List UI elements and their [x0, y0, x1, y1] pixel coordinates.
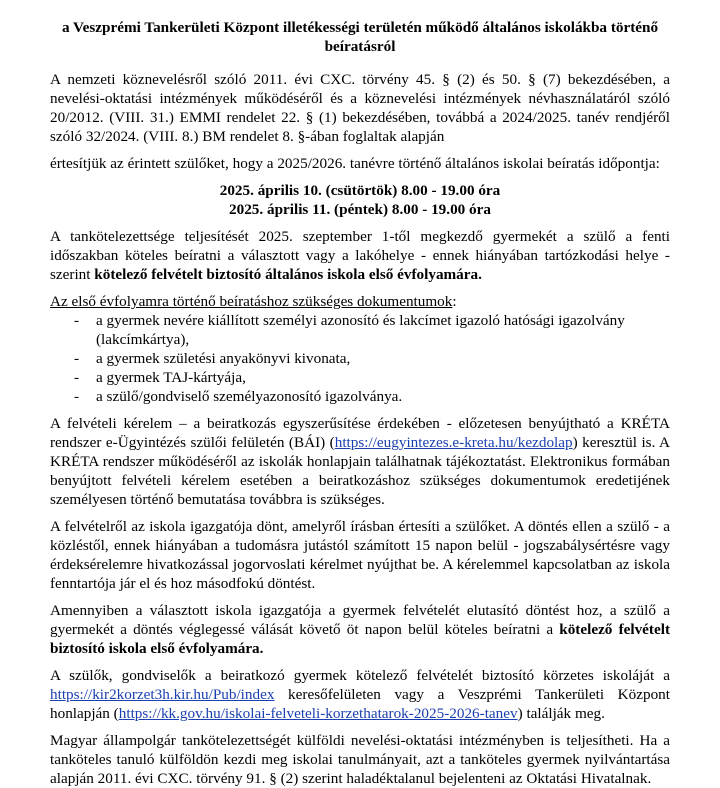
documents-heading-colon: :	[452, 293, 457, 310]
rejection-text: Amennyiben a választott iskola igazgatója a gyermek felvételét elutasító döntést hoz, a szülő a gyermekét a döntés véglegessé válását követő öt napon belül köteles beíratni a	[50, 602, 670, 638]
list-item	[50, 311, 670, 349]
district-text-end: ) találják meg.	[517, 705, 605, 722]
district-text: A szülők, gondviselők a beiratkozó gyermek kötelező felvételét biztosító körzetes iskoláját a	[50, 667, 670, 684]
rejection-bold-text: kötelező felvételt biztosító iskola első évfolyamára.	[50, 621, 670, 657]
list-item	[50, 349, 670, 368]
list-dash: -	[74, 350, 80, 367]
obligation-paragraph	[50, 227, 670, 284]
kreta-text-end: ) keresztül is. A KRÉTA rendszer működéséről az iskolák honlapjain találhatnak tájékoztatást. Elektronikus formában benyújtott felvételi kérelem esetében a beiratkozáshoz szükséges dokumentumok eredetijének személyesen történő bemutatása továbbra is szükséges.	[50, 434, 670, 508]
list-item-text: a gyermek nevére kiállított személyi azonosító és lakcímet igazoló hatósági igazolvány (lakcímkártya),	[96, 312, 625, 348]
documents-heading	[50, 292, 670, 311]
list-item-text: a gyermek TAJ-kártyája,	[96, 369, 246, 386]
rejection-paragraph	[50, 601, 670, 658]
district-text-mid: keresőfelületen vagy a Veszprémi Tankerületi Központ honlapján (	[50, 686, 670, 722]
enrollment-date-1: 2025. április 10. (csütörtök) 8.00 - 19.00 óra	[219, 182, 501, 199]
list-item-text: a szülő/gondviselő személyazonosító igazolványa.	[96, 388, 403, 405]
kreta-paragraph	[50, 414, 670, 509]
kreta-text: A felvételi kérelem – a beiratkozás egyszerűsítése érdekében - előzetesen benyújtható a KRÉTA rendszer e-Ügyintézés szülői felületén (BÁI) (	[50, 415, 670, 451]
abroad-paragraph: Magyar állampolgár tankötelezettségét külföldi nevelési-oktatási intézményben is teljesítheti. Ha a tanköteles tanuló külföldön kezdi meg iskolai tanulmányait, azt a tanköteles gyermek nyilvántartása alapján 2011. évi CXC. törvény 91. § (2) szerint haladéktalanul bejelenteni az Oktatási Hivatalnak.	[50, 732, 670, 787]
notice-paragraph: értesítjük az érintett szülőket, hogy a 2025/2026. tanévre történő általános iskolai beíratás időpontja:	[50, 155, 660, 172]
list-item-text: a gyermek születési anyakönyvi kivonata,	[96, 350, 351, 367]
list-item	[50, 368, 670, 387]
kreta-link[interactable]: https://eugyintezes.e-kreta.hu/kezdolap	[334, 434, 573, 451]
enrollment-date-2: 2025. április 11. (péntek) 8.00 - 19.00 óra	[229, 201, 491, 218]
kk-district-link[interactable]: https://kk.gov.hu/iskolai-felveteli-korzethatarok-2025-2026-tanev	[118, 705, 518, 722]
decision-paragraph: A felvételről az iskola igazgatója dönt, amelyről írásban értesíti a szülőket. A döntés ellen a szülő - a közléstől, ennek hiányában a tudomásra jutástól számított 15 napon belül - jogszabálysértésre vagy érdeksérelemre hivatkozással jogorvoslati kérelmet nyújthat be. A kérelemmel kapcsolatban az iskola fenntartója jár el és hoz másodfokú döntést.	[50, 518, 670, 592]
document-title: a Veszprémi Tankerületi Központ illetékességi területén működő általános iskolákba történő beíratásról	[61, 19, 659, 55]
document-body	[50, 0, 670, 788]
documents-list	[50, 311, 670, 406]
list-dash: -	[74, 312, 80, 329]
obligation-text: A tankötelezettsége teljesítését 2025. szeptember 1-től megkezdő gyermekét a szülő a fenti időszakban köteles beíratni a választott vagy a lakóhelye - ennek hiányában tartózkodási helye - szerint	[50, 228, 670, 283]
legal-basis-paragraph: A nemzeti köznevelésről szóló 2011. évi CXC. törvény 45. § (2) és 50. § (7) bekezdésében, a nevelési-oktatási intézmények működéséről és a köznevelési intézmények névhasználatáról szóló 20/2012. (VIII. 31.) EMMI rendelet 22. § (1) bekezdésében, továbbá a 2024/2025. tanév rendjéről szóló 32/2024. (VIII. 8.) BM rendelet 8. §-ában foglaltak alapján	[50, 71, 670, 145]
list-dash: -	[74, 388, 80, 405]
list-dash: -	[74, 369, 80, 386]
obligation-bold-text: kötelező felvételt biztosító általános iskola első évfolyamára.	[94, 266, 482, 283]
kir-district-link[interactable]: https://kir2korzet3h.kir.hu/Pub/index	[50, 686, 275, 703]
district-paragraph	[50, 666, 670, 723]
documents-heading-text: Az első évfolyamra történő beíratáshoz szükséges dokumentumok	[50, 293, 453, 310]
list-item	[50, 387, 670, 406]
